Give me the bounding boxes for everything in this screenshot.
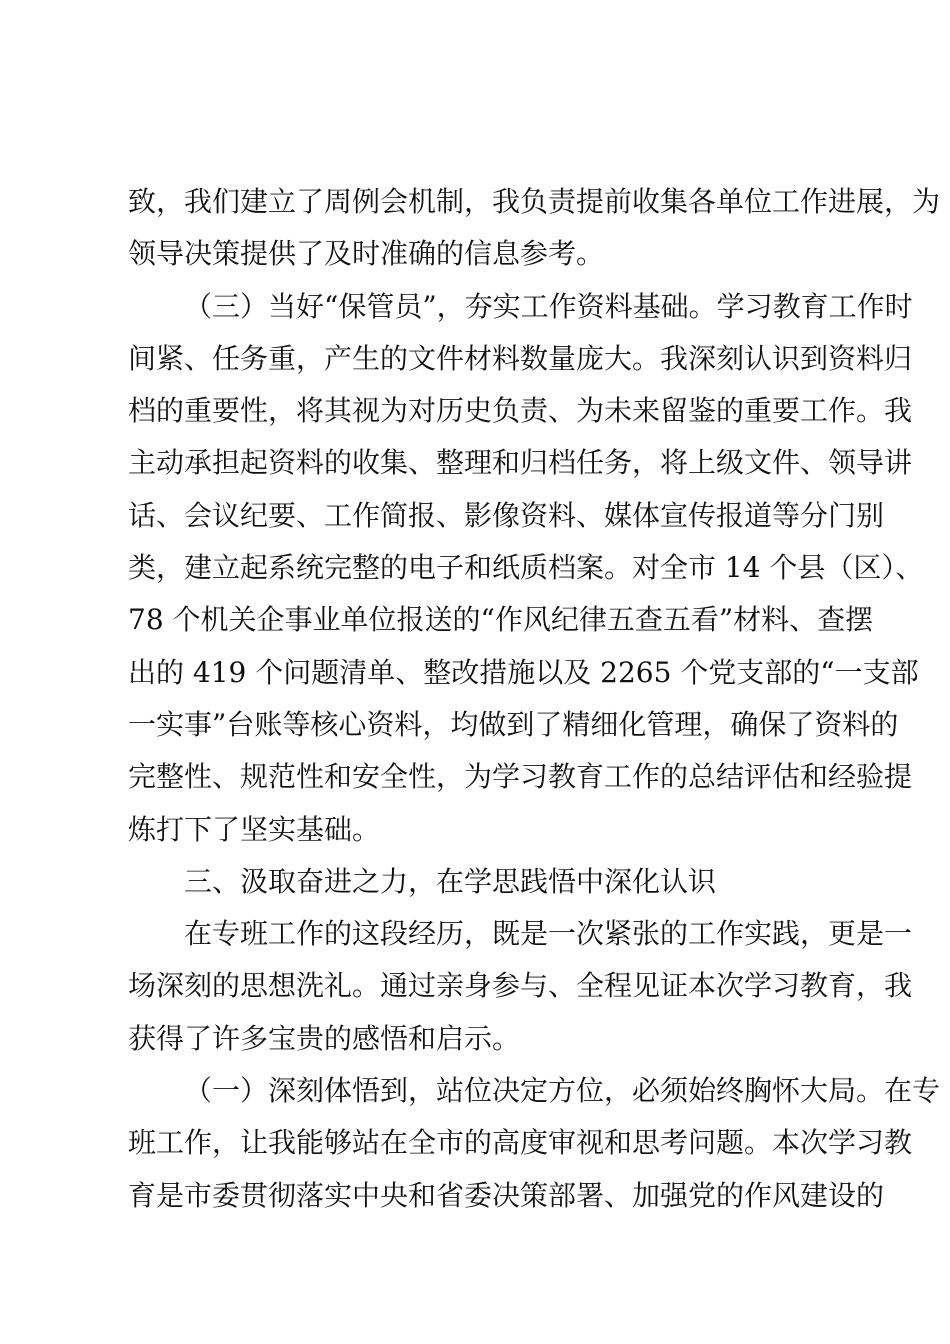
text-line: 班工作，让我能够站在全市的高度审视和思考问题。本次学习教 — [128, 1126, 913, 1160]
text-line: 类，建立起系统完整的电子和纸质档案。对全市 14 个县（区）、 — [128, 551, 924, 585]
text-line: 炼打下了坚实基础。 — [128, 812, 381, 846]
text-line: 档的重要性，将其视为对历史负责、为未来留鉴的重要工作。我 — [128, 394, 913, 428]
document-page — [128, 176, 941, 1222]
text-line: 话、会议纪要、工作简报、影像资料、媒体宣传报道等分门别 — [128, 498, 885, 532]
text-line: （三）当好“保管员”，夯实工作资料基础。学习教育工作时 — [184, 289, 913, 323]
paragraph — [128, 281, 924, 856]
paragraph — [128, 908, 913, 1065]
section-heading — [128, 856, 832, 908]
text-line: 场深刻的思想洗礼。通过亲身参与、全程见证本次学习教育，我 — [128, 969, 913, 1003]
text-line: 完整性、规范性和安全性，为学习教育工作的总结评估和经验提 — [128, 760, 913, 794]
text-line: 78 个机关企事业单位报送的“作风纪律五查五看”材料、查摆 — [128, 603, 874, 637]
text-line: 出的 419 个问题清单、整改措施以及 2265 个党支部的“一支部 — [128, 655, 919, 689]
text-line: （一）深刻体悟到，站位决定方位，必须始终胸怀大局。在专 — [184, 1074, 941, 1108]
paragraph — [128, 176, 941, 281]
text-line: 主动承担起资料的收集、整理和归档任务，将上级文件、领导讲 — [128, 446, 913, 480]
text-line: 获得了许多宝贵的感悟和启示。 — [128, 1021, 521, 1055]
paragraph — [128, 1065, 941, 1222]
text-line: 间紧、任务重，产生的文件材料数量庞大。我深刻认识到资料归 — [128, 341, 913, 375]
text-line: 在专班工作的这段经历，既是一次紧张的工作实践，更是一 — [184, 917, 913, 951]
text-line: 领导决策提供了及时准确的信息参考。 — [128, 237, 605, 271]
text-line: 三、汲取奋进之力，在学思践悟中深化认识 — [184, 864, 717, 898]
text-line: 致，我们建立了周例会机制，我负责提前收集各单位工作进展，为 — [128, 185, 941, 218]
text-line: 育是市委贯彻落实中央和省委决策部署、加强党的作风建设的 — [128, 1178, 885, 1212]
text-line: 一实事”台账等核心资料，均做到了精细化管理，确保了资料的 — [128, 707, 899, 741]
